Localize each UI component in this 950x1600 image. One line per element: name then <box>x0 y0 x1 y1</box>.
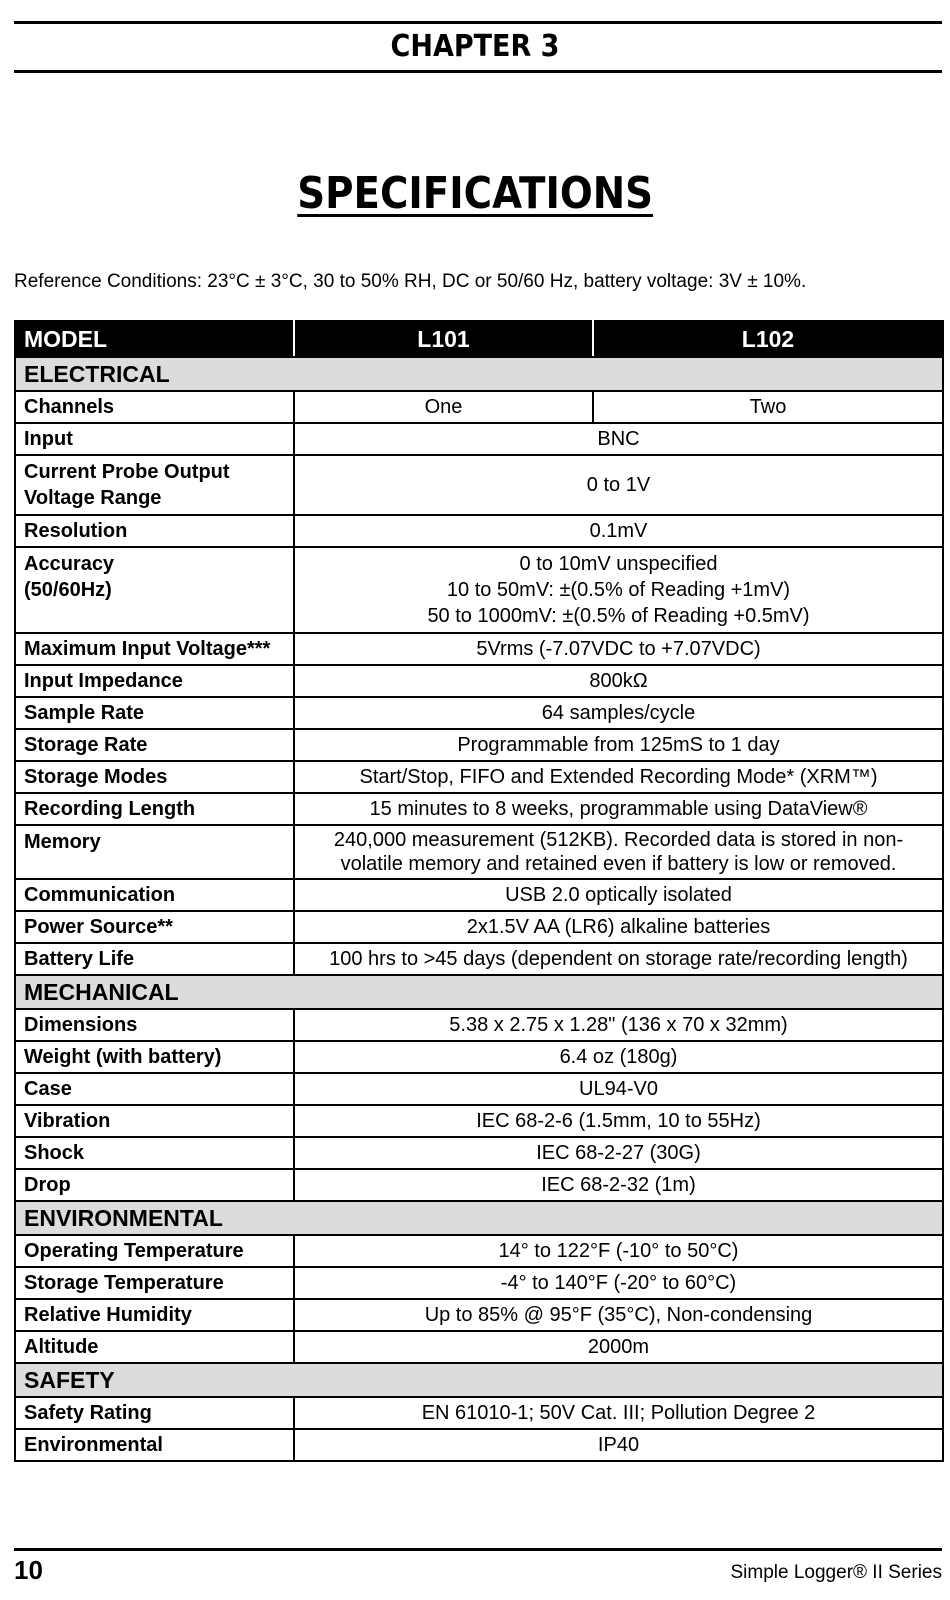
input-value: BNC <box>294 423 943 455</box>
accuracy-line-1: 0 to 10mV unspecified <box>519 553 718 575</box>
section-row-safety <box>15 1363 943 1397</box>
row-label-drop: Drop <box>15 1169 294 1201</box>
page-number: 10 <box>14 1555 43 1585</box>
table-row <box>15 1105 943 1137</box>
storage-temperature-value: -4° to 140°F (-20° to 60°C) <box>294 1267 943 1299</box>
row-label-current-probe <box>15 455 294 515</box>
row-label-operating-temperature: Operating Temperature <box>15 1235 294 1267</box>
row-label-safety-rating: Safety Rating <box>15 1397 294 1429</box>
table-header-row <box>15 321 943 357</box>
table-row <box>15 1267 943 1299</box>
memory-line-1: 240,000 measurement (512KB). Recorded data is stored in non- <box>333 829 904 851</box>
current-probe-label-line-2: Voltage Range <box>24 487 162 509</box>
section-row-electrical <box>15 357 943 391</box>
storage-rate-value: Programmable from 125mS to 1 day <box>294 729 943 761</box>
case-value: UL94-V0 <box>294 1073 943 1105</box>
vibration-value: IEC 68-2-6 (1.5mm, 10 to 55Hz) <box>294 1105 943 1137</box>
row-label-storage-modes: Storage Modes <box>15 761 294 793</box>
table-row <box>15 547 943 633</box>
row-label-environmental: Environmental <box>15 1429 294 1461</box>
weight-value: 6.4 oz (180g) <box>294 1041 943 1073</box>
table-row <box>15 665 943 697</box>
table-row <box>15 1299 943 1331</box>
accuracy-line-3: 50 to 1000mV: ±(0.5% of Reading +0.5mV) <box>427 605 810 627</box>
row-label-input: Input <box>15 423 294 455</box>
table-row <box>15 911 943 943</box>
relative-humidity-value: Up to 85% @ 95°F (35°C), Non-condensing <box>294 1299 943 1331</box>
table-row <box>15 515 943 547</box>
table-row <box>15 1137 943 1169</box>
chapter-heading: CHAPTER 3 <box>390 29 560 64</box>
footer-rule <box>14 1548 942 1551</box>
table-row <box>15 697 943 729</box>
current-probe-label-line-1: Current Probe Output <box>24 461 230 483</box>
table-row <box>15 1041 943 1073</box>
safety-rating-value: EN 61010-1; 50V Cat. III; Pollution Degree 2 <box>294 1397 943 1429</box>
dimensions-value: 5.38 x 2.75 x 1.28" (136 x 70 x 32mm) <box>294 1009 943 1041</box>
row-label-memory: Memory <box>15 825 294 879</box>
table-row <box>15 793 943 825</box>
row-label-dimensions: Dimensions <box>15 1009 294 1041</box>
section-row-environmental <box>15 1201 943 1235</box>
channels-l101-value: One <box>294 391 593 423</box>
row-label-channels: Channels <box>15 391 294 423</box>
row-label-relative-humidity: Relative Humidity <box>15 1299 294 1331</box>
series-name: Simple Logger® II Series <box>730 1562 942 1583</box>
table-row <box>15 1009 943 1041</box>
row-label-recording-length: Recording Length <box>15 793 294 825</box>
row-label-resolution: Resolution <box>15 515 294 547</box>
operating-temperature-value: 14° to 122°F (-10° to 50°C) <box>294 1235 943 1267</box>
table-row <box>15 423 943 455</box>
table-row <box>15 1397 943 1429</box>
row-label-power-source: Power Source** <box>15 911 294 943</box>
row-label-storage-temperature: Storage Temperature <box>15 1267 294 1299</box>
recording-length-value: 15 minutes to 8 weeks, programmable using DataView® <box>294 793 943 825</box>
table-row <box>15 943 943 975</box>
row-label-battery-life: Battery Life <box>15 943 294 975</box>
section-title-electrical: ELECTRICAL <box>15 357 943 391</box>
row-label-max-input-voltage: Maximum Input Voltage*** <box>15 633 294 665</box>
row-label-weight: Weight (with battery) <box>15 1041 294 1073</box>
resolution-value: 0.1mV <box>294 515 943 547</box>
section-title-mechanical: MECHANICAL <box>15 975 943 1009</box>
chapter-rule <box>14 70 942 73</box>
page-title <box>0 166 950 222</box>
section-title-environmental: ENVIRONMENTAL <box>15 1201 943 1235</box>
row-label-storage-rate: Storage Rate <box>15 729 294 761</box>
memory-line-2: volatile memory and retained even if battery is low or removed. <box>340 853 897 875</box>
storage-modes-value: Start/Stop, FIFO and Extended Recording Mode* (XRM™) <box>294 761 943 793</box>
model-header: MODEL <box>15 321 294 357</box>
table-row <box>15 1169 943 1201</box>
input-impedance-value: 800kΩ <box>294 665 943 697</box>
accuracy-label-line-2: (50/60Hz) <box>24 579 112 601</box>
max-input-voltage-value: 5Vrms (-7.07VDC to +7.07VDC) <box>294 633 943 665</box>
sample-rate-value: 64 samples/cycle <box>294 697 943 729</box>
row-label-sample-rate: Sample Rate <box>15 697 294 729</box>
shock-value: IEC 68-2-27 (30G) <box>294 1137 943 1169</box>
row-label-input-impedance: Input Impedance <box>15 665 294 697</box>
drop-value: IEC 68-2-32 (1m) <box>294 1169 943 1201</box>
accuracy-line-2: 10 to 50mV: ±(0.5% of Reading +1mV) <box>446 579 791 601</box>
table-row <box>15 1429 943 1461</box>
row-label-altitude: Altitude <box>15 1331 294 1363</box>
row-label-accuracy <box>15 547 294 633</box>
specifications-table <box>14 320 944 1462</box>
accuracy-label-line-1: Accuracy <box>24 553 115 575</box>
communication-value: USB 2.0 optically isolated <box>294 879 943 911</box>
memory-value <box>294 825 943 879</box>
environmental-value: IP40 <box>294 1429 943 1461</box>
l101-header: L101 <box>294 321 593 357</box>
row-label-case: Case <box>15 1073 294 1105</box>
table-row <box>15 879 943 911</box>
table-row <box>15 455 943 515</box>
reference-conditions: Reference Conditions: 23°C ± 3°C, 30 to 50% RH, DC or 50/60 Hz, battery voltage: 3V ± 10%. <box>14 271 807 292</box>
row-label-vibration: Vibration <box>15 1105 294 1137</box>
current-probe-value: 0 to 1V <box>294 455 943 515</box>
table-row <box>15 1331 943 1363</box>
page-title-text: SPECIFICATIONS <box>297 168 653 219</box>
table-row <box>15 825 943 879</box>
row-label-communication: Communication <box>15 879 294 911</box>
table-row <box>15 1235 943 1267</box>
accuracy-value <box>294 547 943 633</box>
table-row <box>15 1073 943 1105</box>
section-row-mechanical <box>15 975 943 1009</box>
table-row <box>15 633 943 665</box>
table-row <box>15 761 943 793</box>
power-source-value: 2x1.5V AA (LR6) alkaline batteries <box>294 911 943 943</box>
l102-header: L102 <box>593 321 943 357</box>
table-row <box>15 391 943 423</box>
section-title-safety: SAFETY <box>15 1363 943 1397</box>
channels-l102-value: Two <box>593 391 943 423</box>
altitude-value: 2000m <box>294 1331 943 1363</box>
row-label-shock: Shock <box>15 1137 294 1169</box>
table-row <box>15 729 943 761</box>
battery-life-value: 100 hrs to >45 days (dependent on storage rate/recording length) <box>294 943 943 975</box>
